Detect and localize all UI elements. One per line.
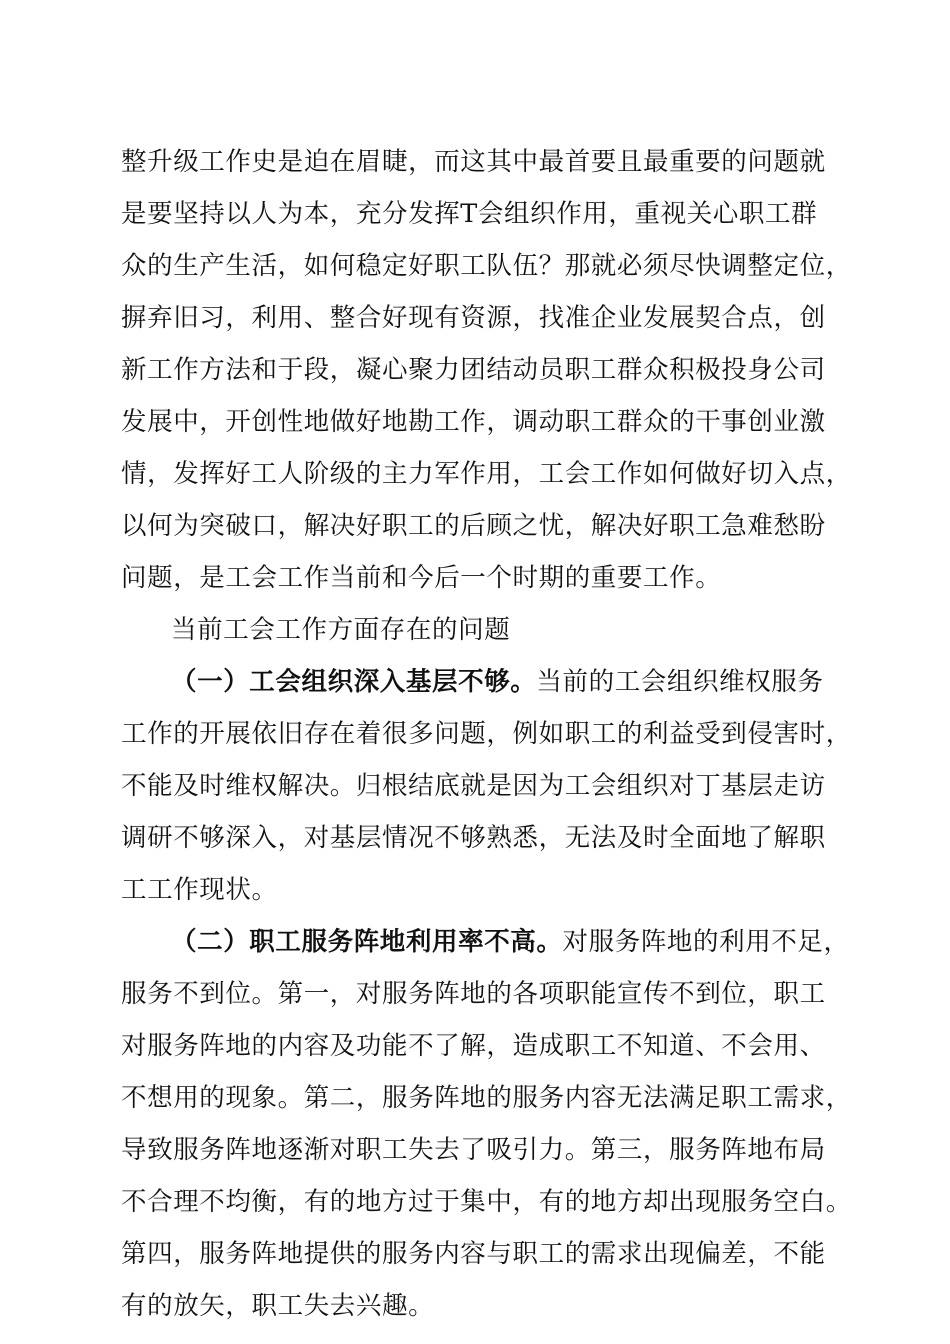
point1-line: 调研不够深入，对基层情况不够熟悉，无法及时全面地了解职: [121, 823, 826, 853]
point1-title: （一）工会组织深入基层不够。: [171, 667, 537, 697]
intro-line: 是要坚持以人为本，充分发挥T会组织作用，重视关心职工群: [121, 199, 818, 229]
point2-line: 服务不到位。第一，对服务阵地的各项职能宣传不到位，职工: [121, 979, 826, 1009]
intro-line: 问题，是工会工作当前和今后一个时期的重要工作。: [121, 563, 722, 593]
point2-line: 有的放矢，职工失去兴趣。: [121, 1291, 435, 1321]
section-heading: 当前工会工作方面存在的问题: [171, 615, 511, 645]
point1-first-line-text: 当前的工会组织维权服务: [536, 667, 824, 697]
point1-first-line: [171, 665, 824, 699]
intro-line: 情，发挥好工人阶级的主力军作用，工会工作如何做好切入点，: [121, 459, 852, 489]
intro-line: 整升级工作史是迫在眉睫，而这其中最首要且最重要的问题就: [121, 147, 826, 177]
intro-line: 以何为突破口，解决好职工的后顾之忧，解决好职工急难愁盼: [121, 511, 826, 541]
point1-line: 工作的开展依旧存在着很多问题，例如职工的利益受到侵害时，: [121, 719, 852, 749]
point2-line: 对服务阵地的内容及功能不了解，造成职工不知道、不会用、: [121, 1031, 826, 1061]
intro-line: 众的生产生活，如何稳定好职工队伍？那就必须尽快调整定位，: [121, 251, 852, 281]
intro-line: 发展中，开创性地做好地勘工作，调动职工群众的干事创业激: [121, 407, 826, 437]
point1-line: 工工作现状。: [121, 875, 278, 905]
intro-line: 摒弃旧习，利用、整合好现有资源，找准企业发展契合点，创: [121, 303, 826, 333]
point2-first-line-text: 对服务阵地的利用不足，: [562, 927, 850, 957]
point2-line: 不合理不均衡，有的地方过于集中，有的地方却出现服务空白。: [121, 1187, 852, 1217]
point1-line: 不能及时维权解决。归根结底就是因为工会组织对丁基层走访: [121, 771, 826, 801]
intro-line: 新工作方法和于段，凝心聚力团结动员职工群众积极投身公司: [121, 355, 826, 385]
point2-title: （二）职工服务阵地利用率不高。: [171, 927, 563, 957]
point2-line: 不想用的现象。第二，服务阵地的服务内容无法满足职工需求，: [121, 1083, 852, 1113]
point2-line: 第四，服务阵地提供的服务内容与职工的需求出现偏差，不能: [121, 1239, 826, 1269]
point2-line: 导致服务阵地逐渐对职工失去了吸引力。第三，服务阵地布局: [121, 1135, 826, 1165]
point2-first-line: [171, 925, 850, 959]
